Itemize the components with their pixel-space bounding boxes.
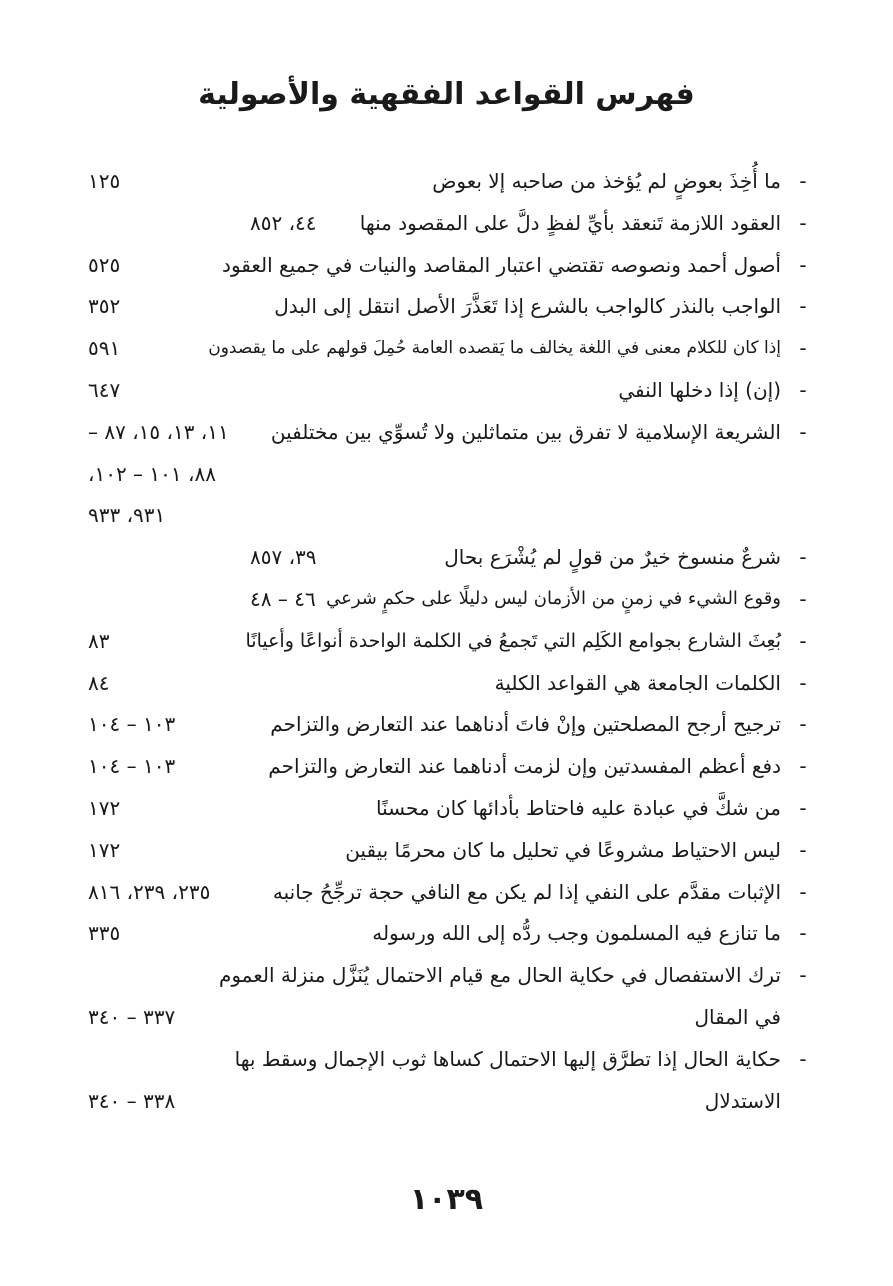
page-refs: ١٠٣ – ١٠٤ [88,754,176,779]
rule-text: الكلمات الجامعة هي القواعد الكلية [494,670,781,695]
rule-text: حكاية الحال إذا تطرَّق إليها الاحتمال كساها ثوب الإجمال وسقط بها [234,1046,781,1071]
index-entry [80,244,815,286]
index-entry [80,787,815,829]
index-entry-continuation [80,1080,815,1122]
rule-text: الشريعة الإسلامية لا تفرق بين متماثلين ولا تُسوِّي بين مختلفين [270,419,781,444]
index-entry [80,745,815,787]
page-refs: ٤٦ – ٤٨ [250,586,316,611]
page-title: فهرس القواعد الفقهية والأصولية [198,77,695,112]
entry-dash: - [799,963,807,988]
rule-text: وقوع الشيء في زمنٍ من الأزمان ليس دليلًا على حكمٍ شرعي [326,587,781,609]
index-entry [80,285,815,327]
rule-text: دفع أعظم المفسدتين وإن لزمت أدناهما عند التعارض والتزاحم [268,754,781,779]
page-refs: ١٧٢ [88,837,121,862]
entry-dash: - [799,712,807,737]
index-entry [80,829,815,871]
entry-dash: - [799,586,807,611]
page-refs: ٤٤، ٨٥٢ [250,210,317,235]
rule-text: ترجيح أرجح المصلحتين وإنْ فاتَ أدناهما عند التعارض والتزاحم [270,712,781,737]
rule-text: من شكَّ في عبادة عليه فاحتاط بأدائها كان محسنًا [376,795,781,820]
page-refs: ٣٣٧ – ٣٤٠ [88,1004,176,1029]
index-entry [80,202,815,244]
index-entry [80,871,815,913]
page-refs: ٨٨، ١٠١ – ١٠٢، [88,461,216,486]
rule-text: الواجب بالنذر كالواجب بالشرع إذا تَعَذَّرَ الأصل انتقل إلى البدل [274,294,781,319]
index-entry-continuation [80,494,815,536]
rule-text: العقود اللازمة تَنعقد بأيِّ لفظٍ دلَّ على المقصود منها [359,210,781,235]
index-entry [80,620,815,662]
index-entry-continuation [80,453,815,495]
page-refs: ٥٩١ [88,336,121,361]
rule-text: ليس الاحتياط مشروعًا في تحليل ما كان محرمًا بيقين [345,837,781,862]
entry-dash: - [799,545,807,570]
index-entry [80,160,815,202]
rule-text: بُعِثَ الشارع بجوامع الكَلِم التي تَجمعُ في الكلمة الواحدة أنواعًا وأعيانًا [245,629,781,652]
page-refs: ٢٣٥، ٢٣٩، ٨١٦ [88,879,211,904]
page-refs: ٣٩، ٨٥٧ [250,545,317,570]
entry-dash: - [799,252,807,277]
entry-dash: - [799,336,807,361]
rules-index-list [80,160,815,1121]
page-refs: ٣٣٨ – ٣٤٠ [88,1088,176,1113]
entry-dash: - [799,294,807,319]
entry-dash: - [799,837,807,862]
page-refs: ٨٣ [88,628,110,653]
index-entry-continuation [80,996,815,1038]
rule-text: (إن) إذا دخلها النفي [618,377,781,402]
index-entry [80,578,815,620]
entry-dash: - [799,210,807,235]
index-entry [80,703,815,745]
page-refs: ٣٣٥ [88,921,121,946]
rule-text: الاستدلال [704,1088,781,1113]
index-entry [80,1038,815,1080]
entry-dash: - [799,670,807,695]
rule-text: في المقال [694,1004,781,1029]
index-entry [80,327,815,369]
page-refs: ٨٤ [88,670,110,695]
index-entry [80,411,815,453]
rule-text: ما أُخِذَ بعوضٍ لم يُؤخذ من صاحبه إلا بعوض [432,169,781,193]
page-refs: ١٢٥ [88,169,121,193]
entry-dash: - [799,754,807,779]
rule-text: أصول أحمد ونصوصه تقتضي اعتبار المقاصد والنيات في جميع العقود [222,252,781,277]
page-refs: ٥٢٥ [88,252,121,277]
index-entry [80,536,815,578]
entry-dash: - [799,377,807,402]
page-number: ١٠٣٩ [409,1182,484,1217]
index-entry [80,954,815,996]
index-entry [80,912,815,954]
index-entry [80,369,815,411]
rule-text: إذا كان للكلام معنى في اللغة يخالف ما يَقصده العامة حُمِلَ قولهم على ما يقصدون [208,338,781,359]
page-refs: ١٠٣ – ١٠٤ [88,712,176,737]
rule-text: ما تنازع فيه المسلمون وجب ردُّه إلى الله ورسوله [372,921,781,946]
page-refs: ٣٥٢ [88,294,121,319]
page-refs: ٦٤٧ [88,377,121,402]
rule-text: شرعٌ منسوخ خيرٌ من قولٍ لم يُشْرَع بحال [444,545,781,570]
rule-text: الإثبات مقدَّم على النفي إذا لم يكن مع النافي حجة ترجِّحُ جانبه [272,879,781,904]
page-refs: ٩٣١، ٩٣٣ [88,503,166,528]
page-refs: ١١، ١٣، ١٥، ٨٧ – [88,419,229,444]
entry-dash: - [799,628,807,653]
rule-text: ترك الاستفصال في حكاية الحال مع قيام الاحتمال يُنَزَّل منزلة العموم [218,963,781,988]
page-refs: ١٧٢ [88,795,121,820]
entry-dash: - [799,921,807,946]
entry-dash: - [799,795,807,820]
index-entry [80,662,815,704]
entry-dash: - [799,169,807,193]
entry-dash: - [799,1046,807,1071]
entry-dash: - [799,419,807,444]
entry-dash: - [799,879,807,904]
